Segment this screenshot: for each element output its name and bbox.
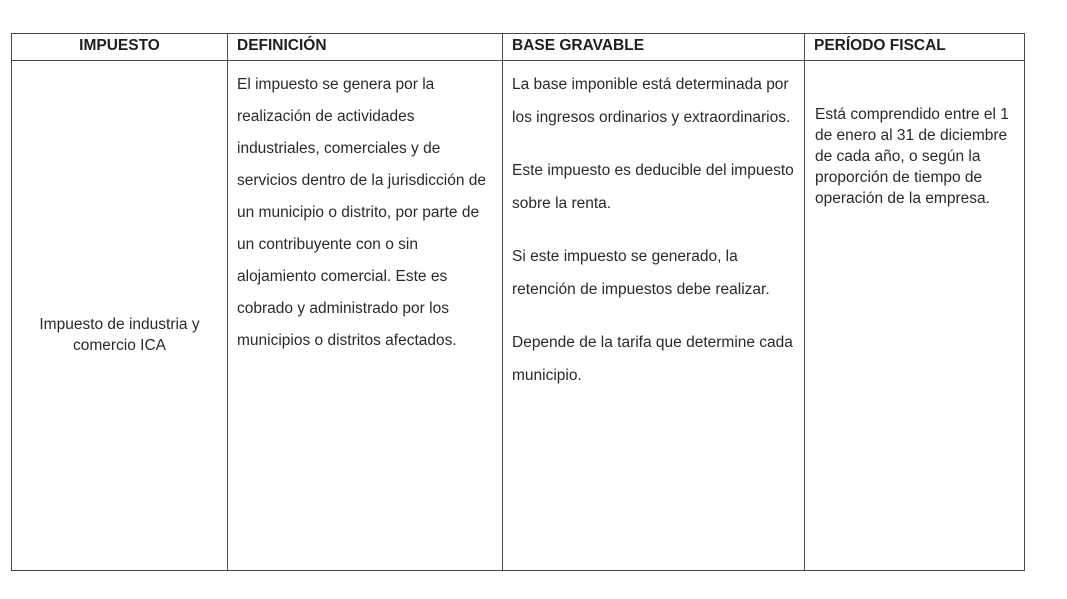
header-definicion: DEFINICIÓN <box>228 34 503 61</box>
periodo-fiscal-text: Está comprendido entre el 1 de enero al 31 de diciembre de cada año, o según la proporción de tiempo de operación de la empresa. <box>815 106 1009 207</box>
cell-base-gravable <box>503 61 805 570</box>
base-gravable-paragraph: La base imponible está determinada por los ingresos ordinarios y extraordinarios. <box>512 76 791 126</box>
base-gravable-paragraph: Depende de la tarifa que determine cada municipio. <box>512 334 793 384</box>
header-periodo-fiscal: PERÍODO FISCAL <box>805 34 1024 61</box>
header-base-gravable: BASE GRAVABLE <box>503 34 805 61</box>
cell-periodo-fiscal <box>805 61 1024 570</box>
cell-impuesto <box>12 61 228 570</box>
header-impuesto: IMPUESTO <box>12 34 228 61</box>
base-gravable-paragraph: Este impuesto es deducible del impuesto sobre la renta. <box>512 162 794 212</box>
impuesto-text: Impuesto de industria y comercio ICA <box>39 315 200 354</box>
tax-table <box>11 33 1025 571</box>
cell-definicion <box>228 61 503 570</box>
definicion-text: El impuesto se genera por la realización de actividades industriales, comerciales y de servicios dentro de la jurisdicción de un municipio o distrito, por parte de un contribuyente con o sin alojamiento comercial. Este es cobrado y administrado por los municipios o distritos afectados. <box>237 76 486 349</box>
base-gravable-paragraph: Si este impuesto se generado, la retención de impuestos debe realizar. <box>512 248 770 298</box>
